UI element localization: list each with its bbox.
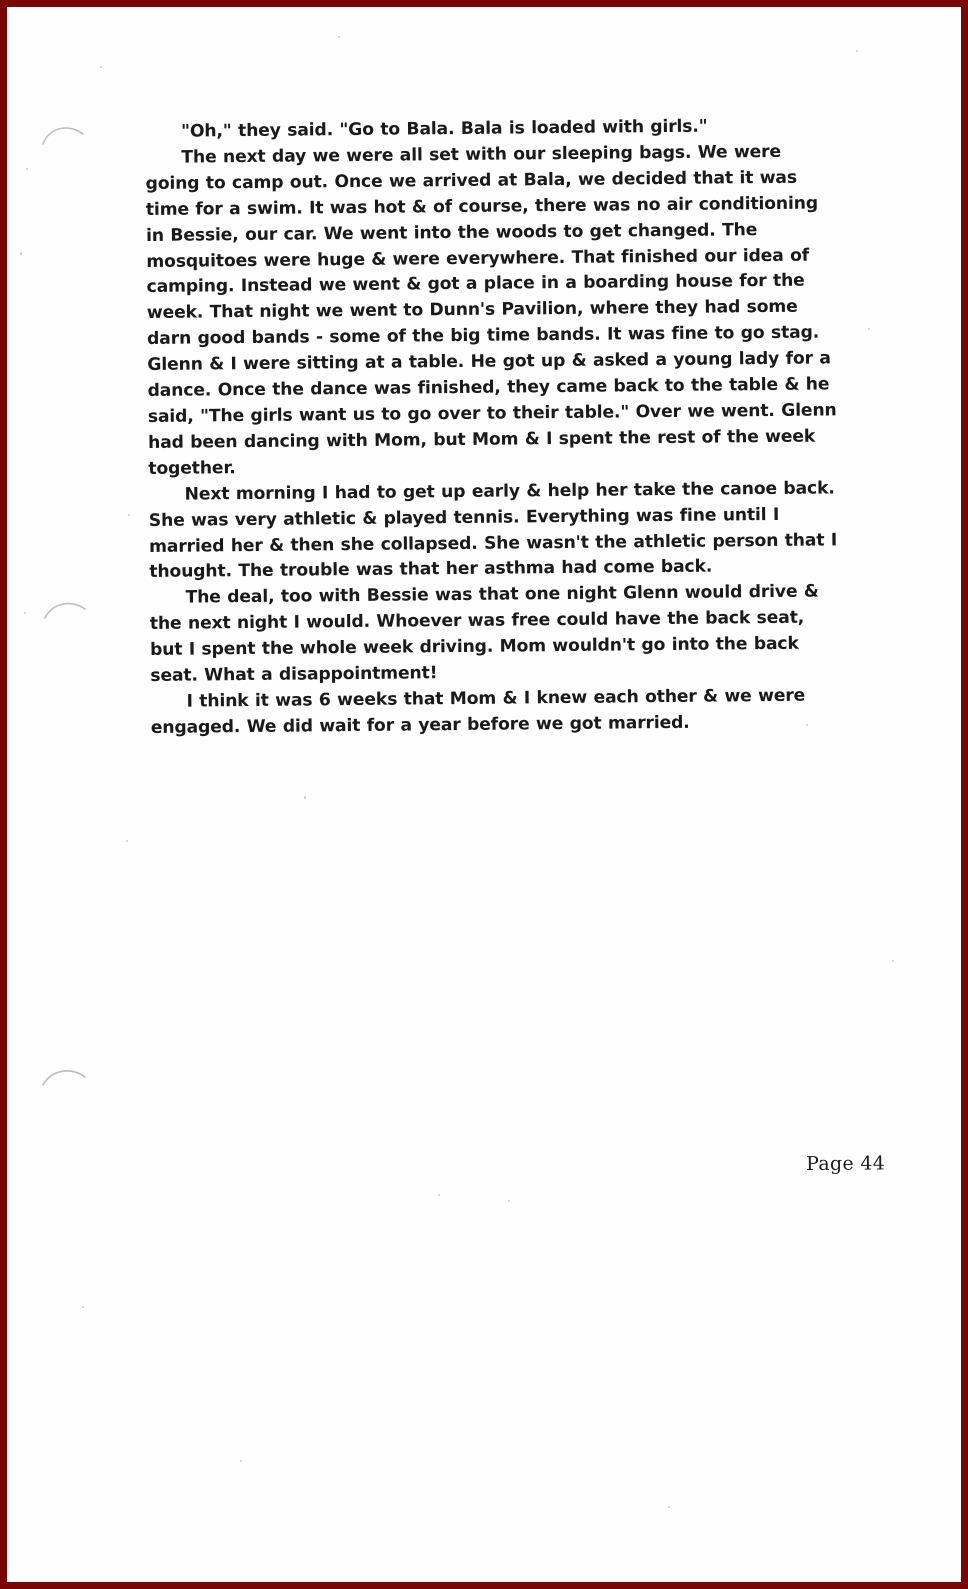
scan-speck [82, 1306, 84, 1308]
scan-artifact-arc-middle [42, 596, 88, 622]
scan-speck [892, 960, 894, 962]
scan-artifact-arc-bottom [40, 1062, 88, 1088]
document-body [145, 113, 841, 741]
scan-speck [868, 328, 870, 330]
scan-speck [240, 1460, 242, 1462]
paragraph: The deal, too with Bessie was that one night Glenn would drive & the next night I would. Whoever was free could have the back seat, but I spent the whole week driving. Mom wouldn't go into the back seat. What a disappointment! [149, 581, 819, 687]
scan-speck [128, 514, 130, 516]
scan-speck [126, 840, 128, 842]
scan-speck [438, 1194, 440, 1196]
scan-speck [856, 50, 858, 52]
scan-speck [668, 1506, 670, 1508]
scan-speck [24, 612, 26, 614]
scan-speck [508, 1200, 510, 1202]
scan-speck [26, 168, 28, 170]
paragraph: The next day we were all set with our sleeping bags. We were going to camp out. Once we arrived at Bala, we decided that it was time for a swim. It was hot & of course, there was no air conditioning in Bessie, our car. We went into the woods to get changed. The mosquitoes were huge & were everywhere. That finished our idea of camping. Instead we went & got a place in a boarding house for the week. That night we went to Dunn's Pavilion, where they had some darn good bands - some of the big time bands. It was fine to go stag. Glenn & I were sitting at a table. He got up & asked a young lady for a dance. Once the dance was finished, they came back to the table & he said, "The girls want us to go over to their table." Over we went. Glenn had been dancing with Mom, but Mom & I spent the rest of the week together. [145, 141, 837, 479]
scan-speck [20, 252, 22, 255]
scan-speck [100, 66, 102, 68]
paper-surface [8, 8, 960, 1581]
paragraph: Next morning I had to get up early & help her take the canoe back. She was very athletic & played tennis. Everything was fine until I married her & then she collapsed. She wasn't the athletic person that I thought. The trouble was that her asthma had come back. [148, 478, 838, 583]
scan-speck [338, 36, 340, 38]
page-number: Page 44 [806, 1152, 886, 1175]
paragraph: "Oh," they said. "Go to Bala. Bala is loaded with girls." [181, 116, 708, 142]
paragraph: I think it was 6 weeks that Mom & I knew each other & we were engaged. We did wait for a year before we got married. [150, 685, 806, 738]
scan-artifact-arc-top [40, 120, 86, 146]
scan-speck [304, 796, 306, 799]
